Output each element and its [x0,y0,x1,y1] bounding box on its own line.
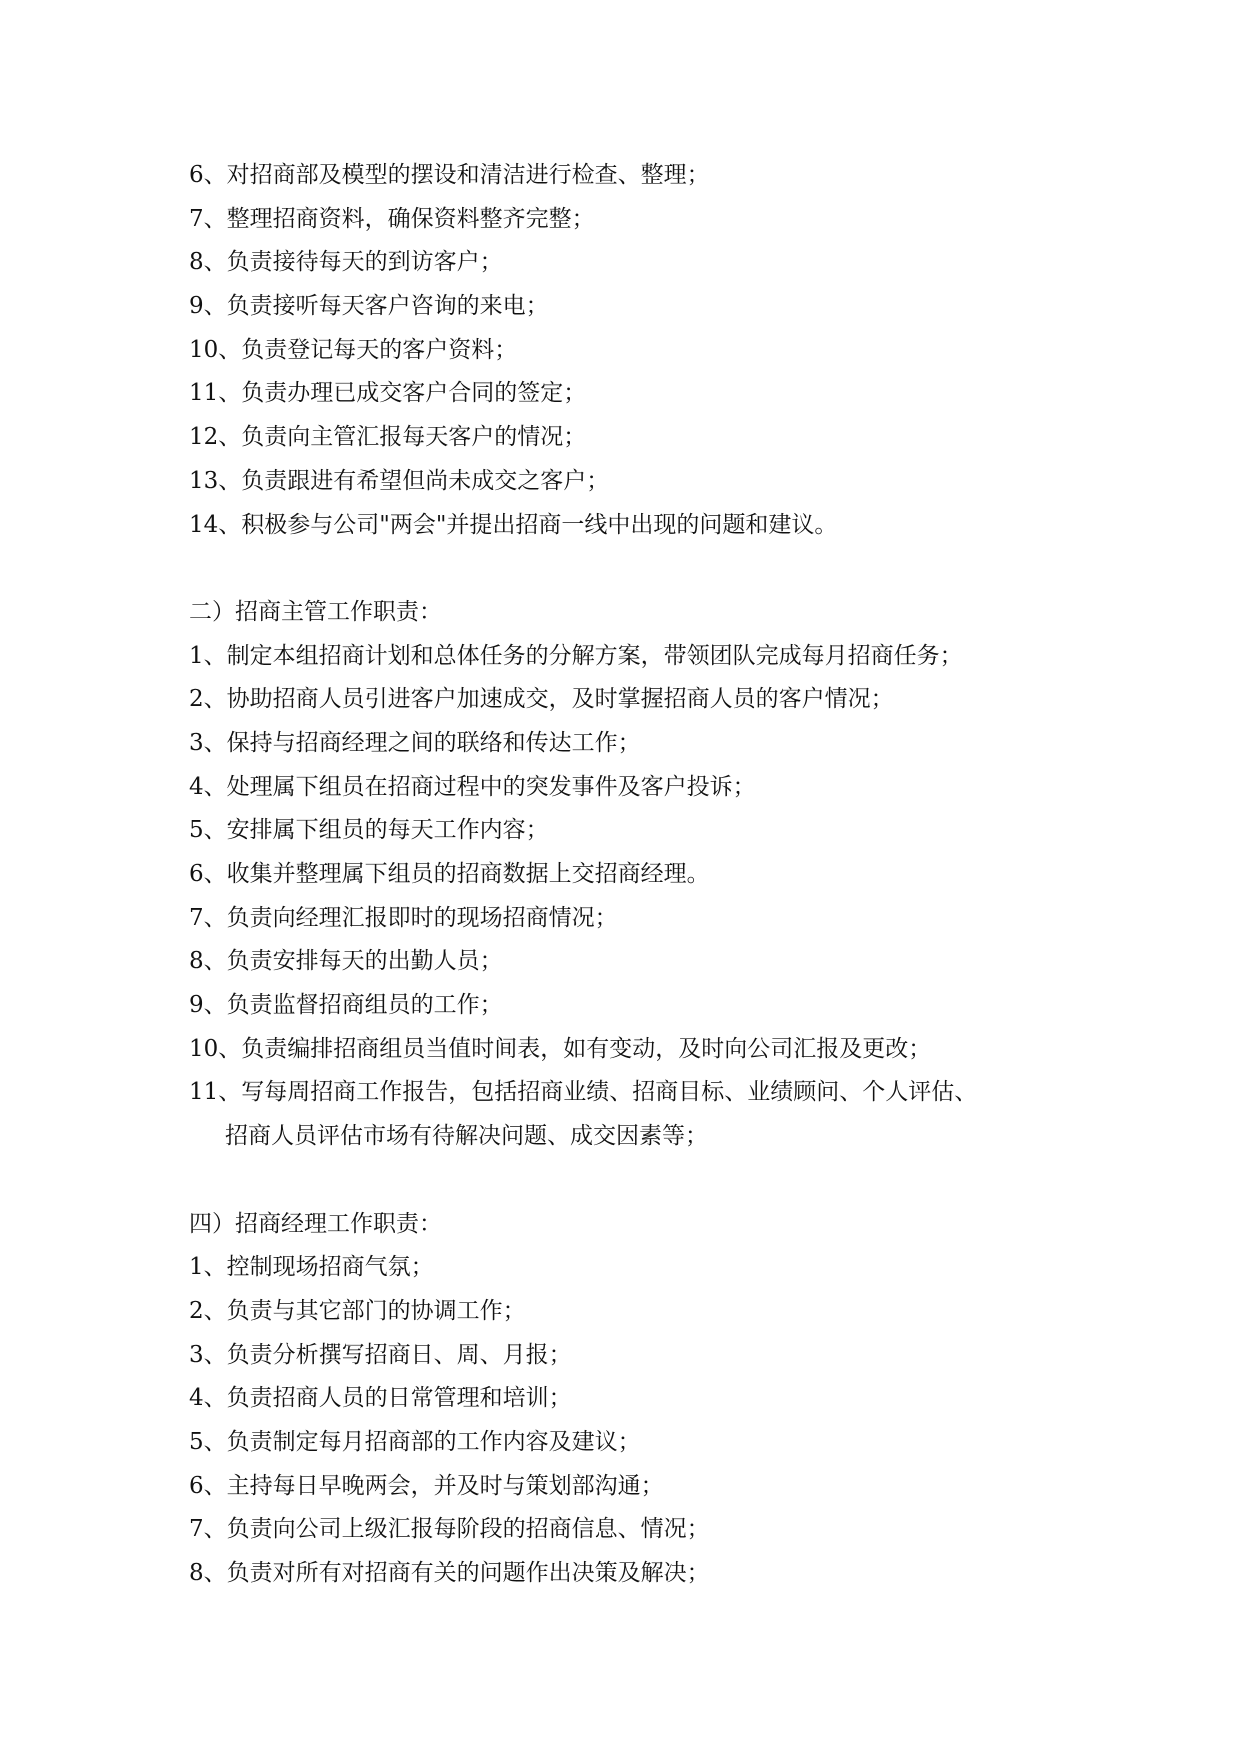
list-item: 6、对招商部及模型的摆设和清洁进行检查、整理； [189,162,710,188]
list-item: 8、负责对所有对招商有关的问题作出决策及解决； [189,1560,710,1586]
list-item: 8、负责安排每天的出勤人员； [189,948,503,975]
list-item: 2、负责与其它部门的协调工作； [189,1297,526,1324]
list-item: 2、协助招商人员引进客户加速成交，及时掌握招商人员的客户情况； [189,686,894,713]
list-item: 14、积极参与公司"两会"并提出招商一线中出现的问题和建议。 [189,511,838,538]
list-item: 1、控制现场招商气氛； [189,1254,434,1281]
list-item: 6、收集并整理属下组员的招商数据上交招商经理。 [189,861,710,887]
section-heading-manager: 四）招商经理工作职责： [189,1210,442,1237]
list-item: 10、负责编排招商组员当值时间表，如有变动，及时向公司汇报及更改； [189,1035,932,1062]
list-item: 1、制定本组招商计划和总体任务的分解方案，带领团队完成每月招商任务； [189,642,963,669]
list-item: 7、负责向经理汇报即时的现场招商情况； [189,904,618,931]
list-item: 9、负责监督招商组员的工作； [189,992,503,1019]
list-item: 10、负责登记每天的客户资料； [189,336,518,363]
list-item: 5、负责制定每月招商部的工作内容及建议； [189,1428,641,1455]
list-item: 9、负责接听每天客户咨询的来电； [189,293,549,320]
list-item: 11、负责办理已成交客户合同的签定； [189,380,587,407]
list-item: 13、负责跟进有希望但尚未成交之客户； [189,467,610,494]
list-item: 12、负责向主管汇报每天客户的情况； [189,424,587,451]
list-item: 8、负责接待每天的到访客户； [189,249,503,276]
list-item: 6、主持每日早晚两会，并及时与策划部沟通； [189,1472,664,1499]
list-item-continuation: 招商人员评估市场有待解决问题、成交因素等； [225,1123,708,1150]
list-item: 11、写每周招商工作报告，包括招商业绩、招商目标、业绩顾问、个人评估、 [189,1079,978,1106]
list-item: 4、负责招商人员的日常管理和培训； [189,1385,572,1412]
list-item: 5、安排属下组员的每天工作内容； [189,817,549,844]
section-spacer [189,547,1069,591]
list-item: 7、负责向公司上级汇报每阶段的招商信息、情况； [189,1516,710,1543]
list-item: 3、负责分析撰写招商日、周、月报； [189,1341,572,1368]
list-item: 7、整理招商资料，确保资料整齐完整； [189,205,595,232]
document-body [189,154,1069,1596]
section-spacer [189,1159,1069,1203]
list-item: 3、保持与招商经理之间的联络和传达工作； [189,729,641,756]
list-item: 4、处理属下组员在招商过程中的突发事件及客户投诉； [189,773,756,800]
section-heading-supervisor: 二）招商主管工作职责： [189,598,442,625]
